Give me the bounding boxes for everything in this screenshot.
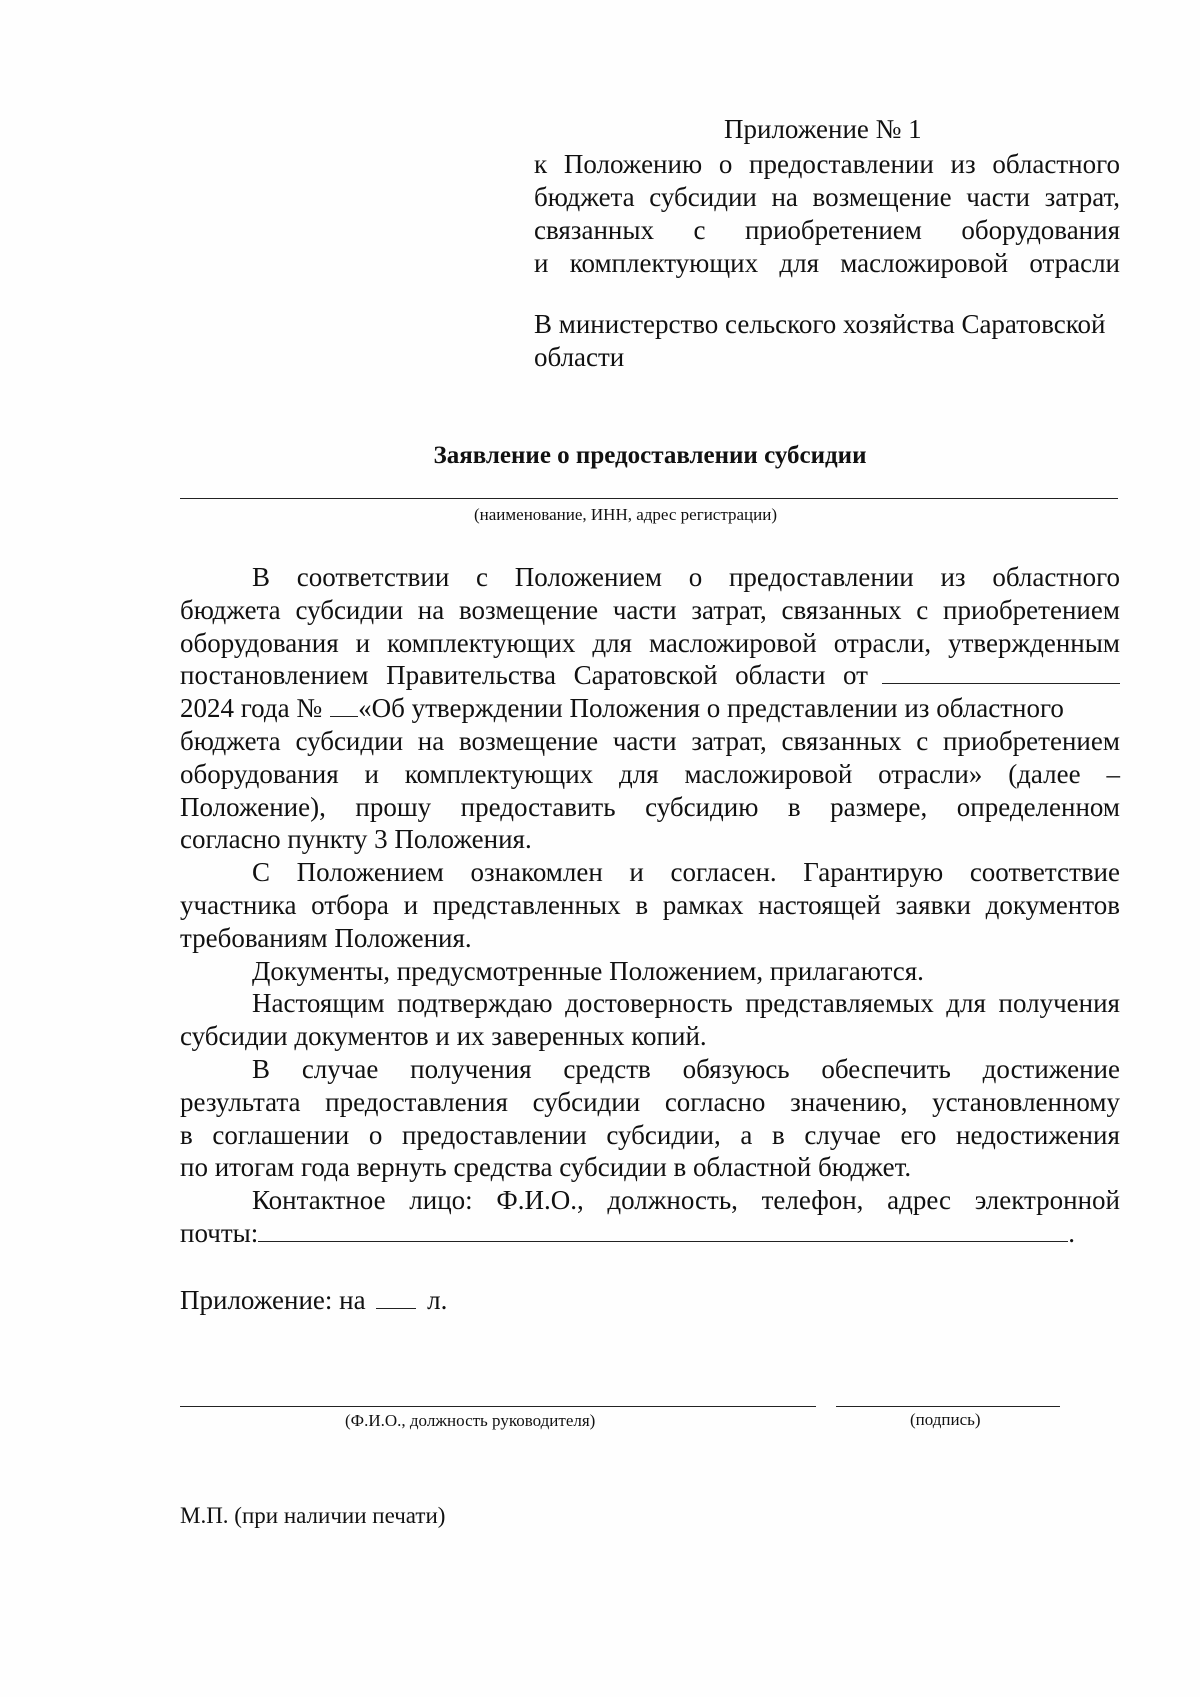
- body-text: субсидии документов и их заверенных копий.: [180, 1021, 707, 1052]
- word: от: [843, 660, 868, 691]
- body-text: [252, 856, 1120, 889]
- word: масложировой: [684, 758, 853, 789]
- word: оборудования: [180, 627, 339, 658]
- word: и: [629, 857, 644, 888]
- word: на: [417, 725, 445, 756]
- contact-email-blank: [258, 1217, 1068, 1242]
- addressee-line: В министерство сельского хозяйства Саратовской: [534, 309, 1106, 339]
- attachment-label: Приложение: на: [180, 1285, 366, 1315]
- word: предоставлении: [728, 562, 914, 592]
- word: Саратовской: [573, 660, 718, 691]
- word: и: [364, 758, 379, 789]
- word: комплектующих: [404, 758, 594, 789]
- body-line: [180, 1053, 1120, 1086]
- appendix-reference: [534, 148, 1120, 280]
- word: субсидии,: [606, 1119, 721, 1150]
- word: С: [252, 857, 271, 888]
- body-text: «Об утверждении Положения о представлении из областного: [358, 693, 1064, 724]
- addressee-line: области: [534, 342, 625, 372]
- body-text: [180, 659, 868, 692]
- word: и: [355, 627, 371, 658]
- body-text: [180, 627, 1120, 660]
- body-text: по итогам года вернуть средства субсидии в областной бюджет.: [180, 1152, 912, 1183]
- appendix-line: к Положению о предоставлении из областного: [534, 149, 1120, 179]
- word: определенном: [956, 791, 1120, 822]
- word: в: [771, 1119, 785, 1150]
- word: в: [635, 889, 649, 920]
- word: представленных: [432, 889, 621, 920]
- word: Положением: [296, 857, 444, 888]
- word: с: [916, 725, 929, 756]
- word: недостижения: [956, 1119, 1120, 1150]
- word: для: [619, 758, 659, 789]
- word: телефон,: [761, 1185, 864, 1216]
- word: результата: [180, 1086, 301, 1117]
- word: отрасли,: [833, 627, 932, 658]
- word: оборудования: [180, 758, 339, 789]
- body-line: [180, 1184, 1120, 1217]
- body-line: [180, 627, 1120, 660]
- applicant-line: [180, 498, 1118, 499]
- word: рамках: [662, 889, 744, 920]
- word: (далее: [1008, 758, 1081, 789]
- word: из: [940, 562, 966, 592]
- word: должность,: [607, 1185, 738, 1216]
- decree-date-blank: [882, 659, 1120, 684]
- word: с: [476, 562, 489, 592]
- word: настоящей: [758, 889, 881, 920]
- word: для: [946, 988, 986, 1019]
- word: Правительства: [386, 660, 556, 691]
- body-line: [180, 594, 1120, 627]
- word: прошу: [355, 791, 432, 822]
- word: В: [252, 1053, 271, 1084]
- word: отбора: [311, 889, 389, 920]
- word: комплектующих: [387, 627, 576, 658]
- word: соответствие: [969, 857, 1120, 888]
- appendix-number: Приложение № 1: [724, 114, 922, 144]
- body-text: согласно пункту 3 Положения.: [180, 824, 532, 855]
- body-text: [252, 987, 1120, 1020]
- word: значению,: [790, 1086, 908, 1117]
- body-line: [180, 955, 1120, 988]
- word: субсидии: [532, 1086, 641, 1117]
- word: участника: [180, 889, 297, 920]
- body-text: [180, 1119, 1120, 1152]
- body-line: [180, 1217, 1120, 1250]
- body-text: [252, 1184, 1120, 1217]
- body-text: требованиям Положения.: [180, 922, 472, 953]
- word: размере,: [830, 791, 928, 822]
- body-text: почты:: [180, 1217, 259, 1248]
- word: части: [612, 725, 677, 756]
- word: постановлением: [180, 660, 369, 691]
- word: получения: [998, 988, 1120, 1019]
- body-line: [180, 922, 1120, 955]
- word: лицо:: [409, 1185, 473, 1216]
- word: достижение: [982, 1053, 1120, 1084]
- word: возмещение: [458, 594, 599, 625]
- word: для: [592, 627, 632, 658]
- word: затрат,: [691, 594, 767, 625]
- application-body: [180, 561, 1120, 1250]
- word: связанных: [781, 594, 902, 625]
- word: области: [735, 660, 826, 691]
- applicant-caption: (наименование, ИНН, адрес регистрации): [474, 505, 777, 524]
- word: представляемых: [745, 988, 934, 1019]
- word: соглашении: [212, 1119, 350, 1150]
- addressee: [534, 308, 1120, 374]
- body-line: [180, 1119, 1120, 1152]
- word: ознакомлен: [470, 857, 603, 888]
- word: подтверждаю: [397, 988, 553, 1019]
- body-text: [252, 1053, 1120, 1086]
- word: предоставлении: [401, 1119, 587, 1150]
- body-line: [180, 1086, 1120, 1119]
- body-text: [180, 791, 1120, 824]
- word: Положением: [514, 562, 662, 592]
- body-line: [180, 823, 1120, 856]
- signature-caption: (подпись): [910, 1410, 981, 1429]
- word: утвержденным: [948, 627, 1120, 658]
- word: соответствии: [296, 562, 450, 592]
- body-text: [252, 561, 1120, 594]
- word: согласно: [664, 1086, 766, 1117]
- word: приобретением: [943, 725, 1120, 756]
- appendix-line: бюджета субсидии на возмещение части затрат,: [534, 182, 1120, 212]
- document-title: Заявление о предоставлении субсидии: [433, 442, 867, 469]
- body-line: [180, 758, 1120, 791]
- word: В: [252, 562, 271, 592]
- word: и: [403, 889, 419, 920]
- body-line: [180, 987, 1120, 1020]
- word: Контактное: [252, 1185, 386, 1216]
- word: его: [900, 1119, 937, 1150]
- word: части: [612, 594, 677, 625]
- body-text: [180, 758, 1120, 791]
- word: с: [916, 594, 929, 625]
- word: обязуюсь: [682, 1053, 790, 1084]
- body-line: [180, 1020, 1120, 1053]
- word: случае: [804, 1119, 881, 1150]
- word: субсидию: [645, 791, 759, 822]
- word: а: [740, 1119, 753, 1150]
- word: достоверность: [565, 988, 733, 1019]
- word: о: [368, 1119, 383, 1150]
- word: субсидии: [295, 725, 404, 756]
- body-line: [180, 659, 1120, 692]
- word: субсидии: [295, 594, 404, 625]
- word: о: [688, 562, 703, 592]
- sheet-count-blank: [376, 1284, 416, 1309]
- body-line: [180, 561, 1120, 594]
- word: бюджета: [180, 594, 281, 625]
- word: областного: [992, 562, 1120, 592]
- word: предоставить: [460, 791, 616, 822]
- word: масложировой: [648, 627, 817, 658]
- decree-number-blank: [330, 692, 358, 717]
- word: возмещение: [458, 725, 599, 756]
- word: связанных: [781, 725, 902, 756]
- word: Положение),: [180, 791, 326, 822]
- stamp-note: М.П. (при наличии печати): [180, 1503, 446, 1528]
- word: на: [417, 594, 445, 625]
- word: адрес: [887, 1185, 951, 1216]
- body-line: [180, 889, 1120, 922]
- word: заявки: [895, 889, 971, 920]
- body-line: [180, 692, 1120, 725]
- body-text: [180, 594, 1120, 627]
- appendix-line: и комплектующих для масложировой отрасли: [534, 248, 1120, 278]
- word: в: [180, 1119, 193, 1150]
- body-line: [180, 791, 1120, 824]
- word: установленному: [932, 1086, 1120, 1117]
- attachment-line: [180, 1284, 447, 1316]
- word: Настоящим: [252, 988, 385, 1019]
- body-line: [180, 725, 1120, 758]
- body-line: [180, 1151, 1120, 1184]
- body-text: Документы, предусмотренные Положением, прилагаются.: [252, 955, 924, 986]
- word: приобретением: [943, 594, 1120, 625]
- body-text: .: [1068, 1217, 1076, 1248]
- word: в: [787, 791, 801, 822]
- word: средств: [563, 1053, 651, 1084]
- body-text: 2024 года №: [180, 693, 323, 724]
- word: согласен.: [670, 857, 777, 888]
- body-text: [180, 1086, 1120, 1119]
- word: Ф.И.О.,: [496, 1185, 584, 1216]
- body-line: [180, 856, 1120, 889]
- manager-name-line: [180, 1406, 816, 1407]
- word: –: [1106, 758, 1120, 789]
- attachment-unit: л.: [427, 1285, 448, 1315]
- manager-name-caption: (Ф.И.О., должность руководителя): [345, 1411, 596, 1430]
- body-text: [180, 889, 1120, 922]
- word: затрат,: [691, 725, 767, 756]
- word: случае: [301, 1053, 379, 1084]
- word: отрасли»: [878, 758, 983, 789]
- word: бюджета: [180, 725, 281, 756]
- word: обеспечить: [821, 1053, 951, 1084]
- word: получения: [410, 1053, 532, 1084]
- word: документов: [985, 889, 1120, 920]
- word: предоставления: [325, 1086, 508, 1117]
- signature-line: [836, 1406, 1060, 1407]
- body-text: [180, 725, 1120, 758]
- word: Гарантирую: [803, 857, 944, 888]
- appendix-line: связанных с приобретением оборудования: [534, 215, 1120, 245]
- word: электронной: [974, 1185, 1120, 1216]
